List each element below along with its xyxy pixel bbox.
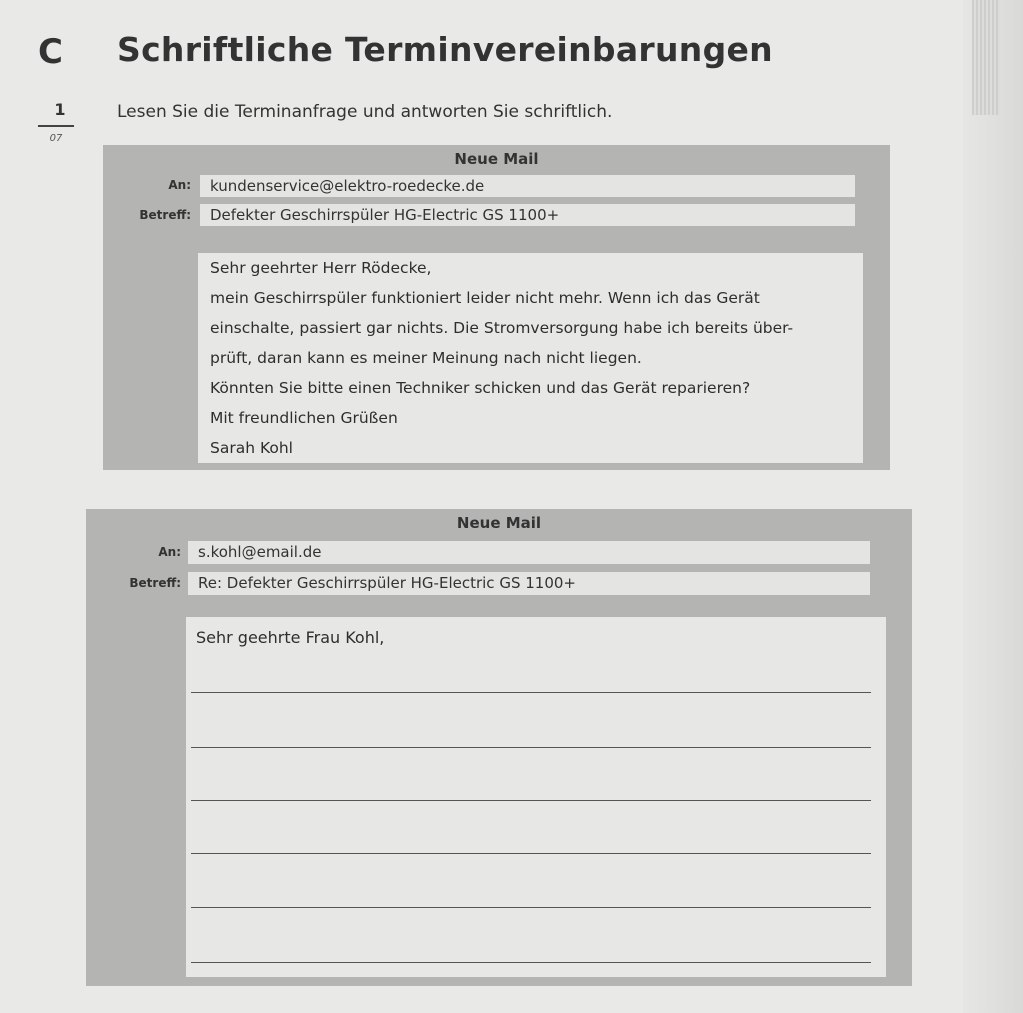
answer-line[interactable] [191, 692, 871, 693]
task-instruction: Lesen Sie die Terminanfrage und antworten Sie schriftlich. [117, 102, 613, 122]
mail-request-body-line: Mit freundlichen Grüßen [210, 409, 398, 427]
mail-reply-to-label: An: [158, 545, 181, 559]
audio-track-number: 07 [49, 133, 63, 144]
answer-line[interactable] [191, 800, 871, 801]
mail-reply-subject-field[interactable]: Re: Defekter Geschirrspüler HG-Electric GS 1100+ [188, 572, 870, 595]
mail-request-subject-label: Betreff: [139, 208, 191, 222]
mail-reply-body[interactable] [186, 617, 886, 977]
page-edge [972, 0, 1000, 115]
mail-reply-subject-label: Betreff: [129, 576, 181, 590]
mail-reply-salutation: Sehr geehrte Frau Kohl, [196, 628, 385, 647]
section-letter: C [38, 32, 63, 72]
mail-request-body-line: Könnten Sie bitte einen Techniker schicken und das Gerät reparieren? [210, 379, 751, 397]
mail-request-to-field: kundenservice@elektro-roedecke.de [200, 175, 855, 197]
mail-request-header: Neue Mail [454, 150, 539, 168]
mail-reply-to-field[interactable]: s.kohl@email.de [188, 541, 870, 564]
mail-request-body-line: prüft, daran kann es meiner Meinung nach nicht liegen. [210, 349, 642, 367]
mail-request-signature: Sarah Kohl [210, 439, 293, 457]
mail-reply [86, 509, 912, 986]
answer-line[interactable] [191, 747, 871, 748]
mail-request-body [198, 253, 863, 463]
answer-line[interactable] [191, 962, 871, 963]
mail-request [103, 145, 890, 470]
mail-request-subject-field: Defekter Geschirrspüler HG-Electric GS 1100+ [200, 204, 855, 226]
task-number-divider [38, 125, 74, 127]
mail-request-body-line: Sehr geehrter Herr Rödecke, [210, 259, 432, 277]
page-shadow [963, 0, 1023, 1013]
mail-request-to-label: An: [168, 178, 191, 192]
mail-reply-header: Neue Mail [456, 514, 542, 532]
section-title: Schriftliche Terminvereinbarungen [117, 30, 773, 69]
task-number: 1 [54, 100, 66, 119]
mail-request-body-line: mein Geschirrspüler funktioniert leider nicht mehr. Wenn ich das Gerät [210, 289, 760, 307]
answer-line[interactable] [191, 907, 871, 908]
mail-request-body-line: einschalte, passiert gar nichts. Die Stromversorgung habe ich bereits über- [210, 319, 794, 337]
answer-line[interactable] [191, 853, 871, 854]
